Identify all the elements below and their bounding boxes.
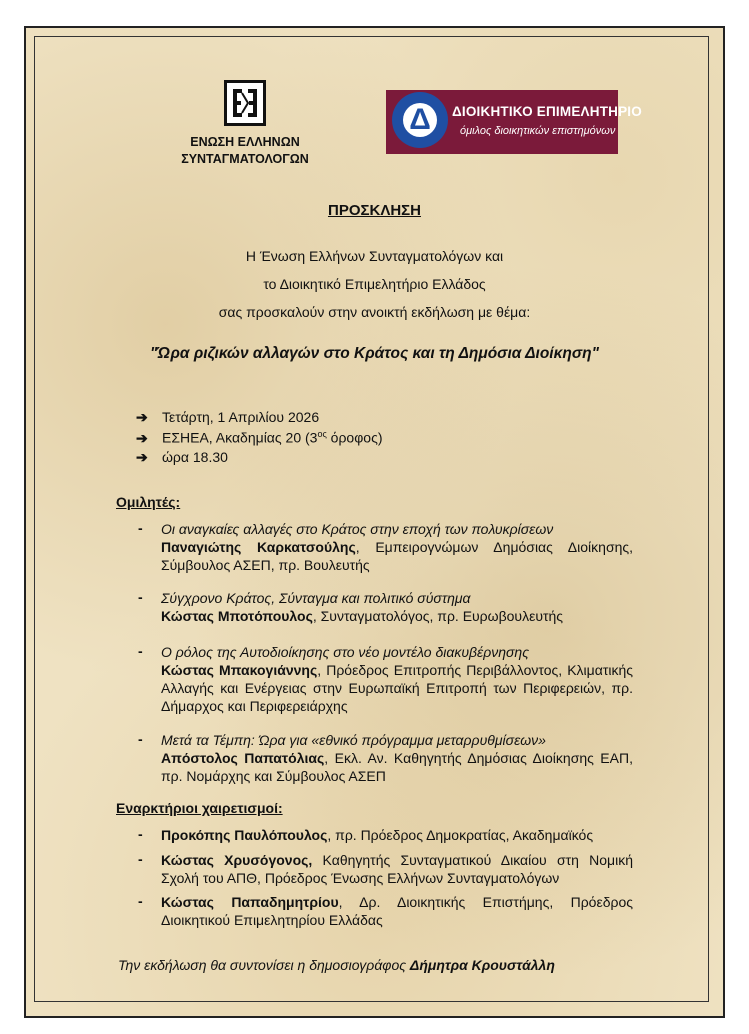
ese-name-line2: ΣΥΝΤΑΓΜΑΤΟΛΟΓΩΝ xyxy=(181,152,309,166)
speaker-topic: Σύγχρονο Κράτος, Σύνταγμα και πολιτικό σύστημα xyxy=(161,590,471,606)
greeter-name: Προκόπης Παυλόπουλος xyxy=(161,827,328,843)
greeter-role: , Δρ. Διοικητικής Επιστήμης, Πρόεδρος Διοικητικού Επιμελητηρίου Ελλάδας xyxy=(161,894,634,928)
speaker-item xyxy=(161,731,633,785)
moderator-text: Την εκδήλωση θα συντονίσει η δημοσιογράφος xyxy=(118,957,410,973)
de-logo-subtitle: όμιλος διοικητικών επιστημόνων xyxy=(460,125,616,137)
info-place xyxy=(136,429,383,447)
greeter-name: Κώστας Παπαδημητρίου xyxy=(161,894,339,910)
speaker-topic: Μετά τα Τέμπη: Ώρα για «εθνικό πρόγραμμα μεταρρυθμίσεων» xyxy=(161,732,546,748)
moderator-name: Δήμητρα Κρουστάλλη xyxy=(409,957,555,973)
speaker-topic: Ο ρόλος της Αυτοδιοίκησης στο νέο μοντέλο διακυβέρνησης xyxy=(161,644,530,660)
place-superscript: ος xyxy=(317,429,327,439)
ese-name-line1: ΕΝΩΣΗ ΕΛΛΗΝΩΝ xyxy=(190,135,300,149)
time-text: ώρα 18.30 xyxy=(162,449,228,465)
list-dash: - xyxy=(138,643,143,659)
speaker-item xyxy=(161,643,633,715)
greeting-item xyxy=(161,826,633,844)
speaker-name: Απόστολος Παπατόλιας xyxy=(161,750,325,766)
info-date xyxy=(136,409,319,426)
speaker-item xyxy=(161,589,633,625)
invitation-heading: ΠΡΟΣΚΛΗΣΗ xyxy=(327,202,421,219)
arrow-right-icon: ➔ xyxy=(136,409,148,425)
info-time xyxy=(136,449,228,466)
moderator-line xyxy=(118,957,555,973)
greeter-role: , πρ. Πρόεδρος Δημοκρατίας, Ακαδημαϊκός xyxy=(327,827,594,843)
place-text-end: όροφος) xyxy=(326,429,383,446)
intro-line-3: σας προσκαλούν στην ανοικτή εκδήλωση με θέμα: xyxy=(218,304,531,320)
list-dash: - xyxy=(138,520,143,536)
list-dash: - xyxy=(138,893,143,909)
de-logo-title: ΔΙΟΙΚΗΤΙΚΟ ΕΠΙΜΕΛΗΤΗΡΙΟ xyxy=(452,104,642,119)
ese-logo-mark-icon xyxy=(227,83,263,123)
ese-name xyxy=(160,134,330,168)
speaker-item xyxy=(161,520,633,574)
greeter-role: Καθηγητής Συνταγματικού Δικαίου στη Νομική Σχολή του ΑΠΘ, Πρόεδρος Ένωσης Ελλήνων Συνταγματολόγων xyxy=(161,852,634,886)
greetings-title: Εναρκτήριοι χαιρετισμοί: xyxy=(116,800,283,816)
intro-line-1: Η Ένωση Ελλήνων Συνταγματολόγων και xyxy=(245,248,504,264)
ese-logo xyxy=(224,80,266,126)
event-topic: "Ώρα ριζικών αλλαγών στο Κράτος και τη Δημόσια Διοίκηση" xyxy=(150,345,599,362)
list-dash: - xyxy=(138,851,143,867)
de-logo-letter: Δ xyxy=(409,103,431,136)
speaker-role: , Πρόεδρος Επιτροπής Περιβάλλοντος, Κλιματικής Αλλαγής και Ενέργειας στην Ευρωπαϊκή Επιτροπή των Περιφερειών, πρ. Δήμαρχος και Περιφερειάρχης xyxy=(161,662,634,714)
speaker-name: Παναγιώτης Καρκατσούλης xyxy=(161,539,356,555)
greeting-item xyxy=(161,893,633,929)
speaker-role: , Εμπειρογνώμων Δημόσιας Διοίκησης, Σύμβουλος ΑΣΕΠ, πρ. Βουλευτής xyxy=(161,539,634,573)
list-dash: - xyxy=(138,589,143,605)
speakers-title: Ομιλητές: xyxy=(116,494,181,510)
list-dash: - xyxy=(138,731,143,747)
greeter-name: Κώστας Χρυσόγονος, xyxy=(161,852,313,868)
speaker-role: , Συνταγματολόγος, πρ. Ευρωβουλευτής xyxy=(312,608,564,624)
speaker-role: , Εκλ. Αν. Καθηγητής Δημόσιας Διοίκησης ΕΑΠ, πρ. Νομάρχης και Σύμβουλος ΑΣΕΠ xyxy=(161,750,633,784)
arrow-right-icon: ➔ xyxy=(136,449,148,465)
greeting-item xyxy=(161,851,633,887)
speaker-topic: Οι αναγκαίες αλλαγές στο Κράτος στην εποχή των πολυκρίσεων xyxy=(161,521,554,537)
speaker-name: Κώστας Μποτόπουλος xyxy=(161,608,313,624)
arrow-right-icon: ➔ xyxy=(136,429,148,446)
speaker-name: Κώστας Μπακογιάννης xyxy=(161,662,318,678)
list-dash: - xyxy=(138,826,143,842)
place-text: ΕΣΗΕΑ, Ακαδημίας 20 (3 xyxy=(162,429,318,446)
intro-line-2: το Διοικητικό Επιμελητήριο Ελλάδος xyxy=(263,276,486,292)
date-text: Τετάρτη, 1 Απριλίου 2026 xyxy=(162,409,320,425)
